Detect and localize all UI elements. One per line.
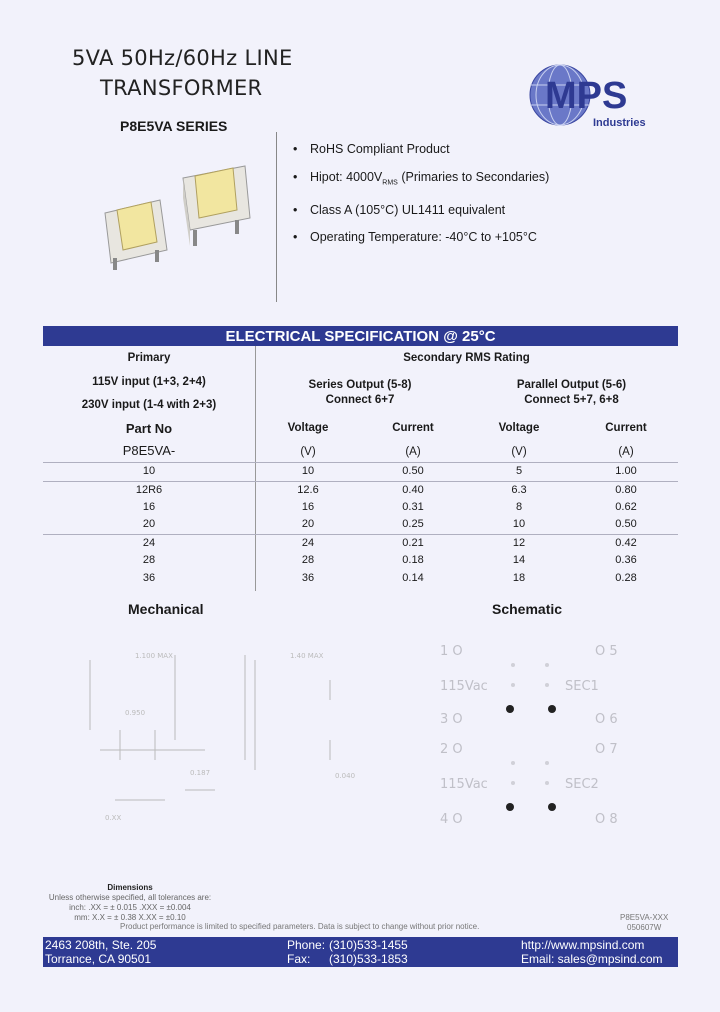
feature-hipot: Hipot: 4000V — [310, 169, 383, 184]
table-row: 10 10 0.50 5 1.00 — [142, 465, 637, 477]
part-ref-a: P8E5VA-XXX — [620, 913, 669, 922]
primary-label: 115Vac — [440, 777, 488, 792]
pin-8: O 8 — [595, 812, 618, 827]
sec-label: SEC1 — [565, 679, 599, 694]
divider — [43, 534, 678, 535]
feature-item: • RoHS Compliant Product — [293, 136, 549, 164]
table-row: 16 16 0.31 8 0.62 — [142, 501, 637, 513]
dims-title: Dimensions — [107, 883, 153, 892]
spec-title: ELECTRICAL SPECIFICATION @ 25°C — [43, 326, 678, 346]
logo-text: MPS — [545, 75, 628, 117]
mechanical-drawing — [55, 640, 385, 840]
logo-sub: Industries — [593, 117, 646, 129]
parallel-output: Parallel Output (5-6) — [516, 379, 627, 391]
dim-label: 1.100 MAX — [135, 652, 173, 660]
parallel-connect: Connect 5+7, 6+8 — [524, 394, 619, 406]
schematic-drawing — [435, 635, 645, 835]
address-line-2: Torrance, CA 90501 — [45, 952, 152, 966]
mps-logo — [525, 60, 655, 130]
divider — [43, 462, 678, 463]
table-row: 12R6 12.6 0.40 6.3 0.80 — [135, 484, 637, 496]
email-link[interactable]: Email: sales@mpsind.com — [521, 952, 663, 966]
schematic-heading: Schematic — [492, 601, 563, 617]
fax-number: (310)533-1853 — [329, 952, 408, 966]
v-unit: (V) — [300, 446, 316, 458]
table-row: 36 36 0.14 18 0.28 — [142, 572, 637, 584]
feature-item: • Operating Temperature: -40°C to +105°C — [293, 224, 549, 252]
table-row: 28 28 0.18 14 0.36 — [142, 554, 637, 566]
dim-label: 1.40 MAX — [290, 652, 324, 660]
v-unit: (V) — [511, 446, 527, 458]
feature-item: • Class A (105°C) UL1411 equivalent — [293, 197, 549, 225]
pin-6: O 6 — [595, 712, 618, 727]
current-header: Current — [605, 422, 647, 434]
polarity-dot — [548, 803, 556, 811]
part-reference — [620, 913, 668, 933]
transformer-image-front — [105, 200, 167, 270]
series-title: P8E5VA SERIES — [120, 118, 228, 134]
disclaimer: Product performance is limited to specified parameters. Data is subject to change without prior notice. — [120, 922, 480, 931]
current-header: Current — [392, 422, 434, 434]
title-line-1: 5VA 50Hz/60Hz LINE — [72, 46, 293, 70]
polarity-dot — [506, 705, 514, 713]
hipot-sub: RMS — [382, 179, 398, 186]
primary-label: Primary — [127, 352, 171, 364]
a-unit: (A) — [618, 446, 634, 458]
dims-line: mm: X.X = ± 0.38 X.XX = ±0.10 — [74, 913, 186, 922]
title-line-2: TRANSFORMER — [100, 76, 263, 100]
voltage-header: Voltage — [498, 422, 540, 434]
secondary-label: Secondary RMS Rating — [403, 352, 530, 364]
pin-3: 3 O — [440, 712, 463, 727]
feature-item — [293, 164, 549, 197]
dim-label: 0.040 — [335, 772, 356, 780]
voltage-header: Voltage — [287, 422, 329, 434]
phone-number[interactable]: (310)533-1455 — [329, 938, 408, 952]
feature-hipot-note: (Primaries to Secondaries) — [401, 169, 550, 184]
pin-1: 1 O — [440, 644, 463, 659]
divider — [43, 481, 678, 482]
primary-230: 230V input (1-4 with 2+3) — [81, 399, 217, 411]
part-prefix: P8E5VA- — [122, 443, 176, 458]
primary-label: 115Vac — [440, 679, 488, 694]
phone-label: Phone: — [287, 938, 326, 952]
website-link[interactable]: http://www.mpsind.com — [521, 938, 645, 952]
dims-line: Unless otherwise specified, all tolerances are: — [48, 893, 212, 902]
primary-115: 115V input (1+3, 2+4) — [92, 376, 206, 388]
divider — [276, 132, 277, 302]
pin-2: 2 O — [440, 742, 463, 757]
pin-7: O 7 — [595, 742, 618, 757]
polarity-dot — [506, 803, 514, 811]
a-unit: (A) — [405, 446, 421, 458]
product-photo — [95, 158, 255, 278]
address-line-1: 2463 208th, Ste. 205 — [45, 938, 157, 952]
dim-label: 0.187 — [190, 769, 211, 777]
mechanical-heading: Mechanical — [128, 601, 204, 617]
pin-4: 4 O — [440, 812, 463, 827]
sec-label: SEC2 — [565, 777, 599, 792]
polarity-dot — [548, 705, 556, 713]
series-output: Series Output (5-8) — [308, 379, 412, 391]
dim-label: 0.950 — [125, 709, 146, 717]
footer — [43, 937, 678, 967]
pin-5: O 5 — [595, 644, 618, 659]
part-ref-b: 050607W — [627, 923, 662, 932]
transformer-image-back — [183, 166, 250, 246]
feature-list — [293, 136, 549, 252]
series-connect: Connect 6+7 — [325, 394, 395, 406]
dim-label: 0.XX — [105, 814, 122, 822]
table-row: 20 20 0.25 10 0.50 — [142, 518, 637, 530]
part-no-label: Part No — [125, 421, 173, 436]
dims-line: inch: .XX = ± 0.015 .XXX = ±0.004 — [69, 903, 191, 912]
dimensions-note — [0, 883, 260, 923]
fax-label: Fax: — [287, 952, 311, 966]
table-row: 24 24 0.21 12 0.42 — [142, 537, 637, 549]
